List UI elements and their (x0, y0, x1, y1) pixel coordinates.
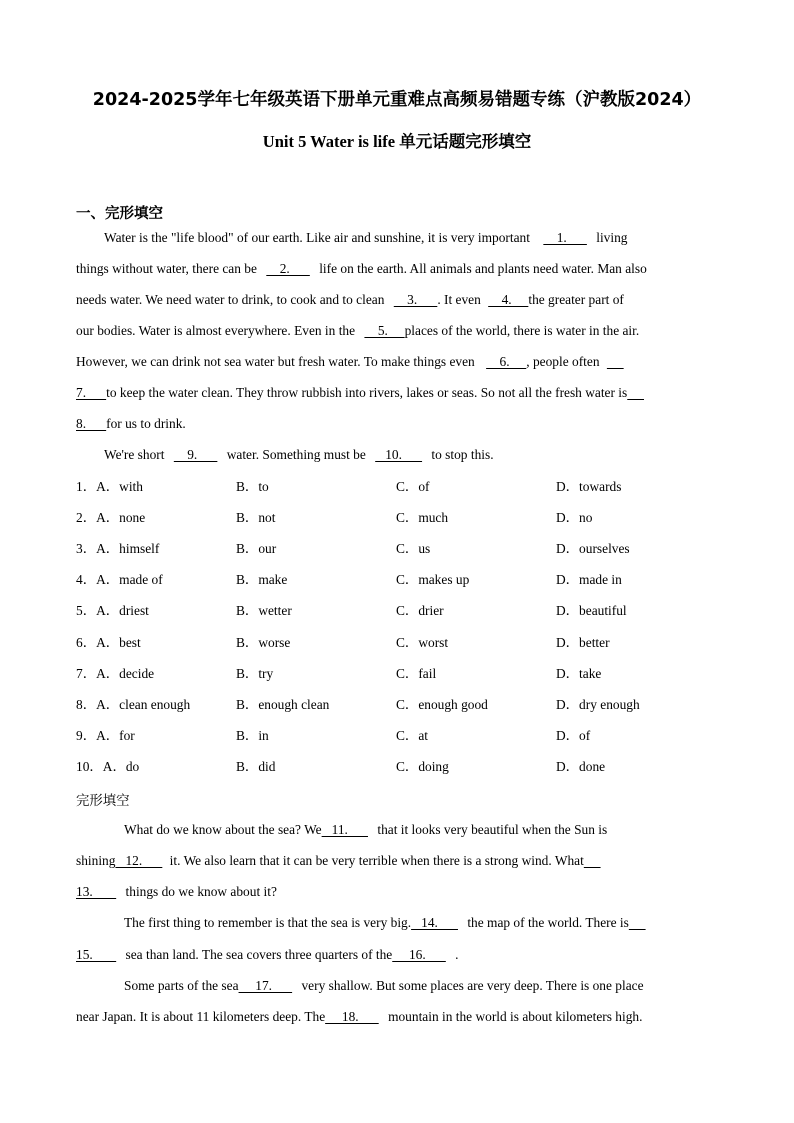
question-number: 10．A．do (76, 759, 140, 774)
section-heading: 完形填空 (76, 794, 130, 809)
option-a[interactable]: A．for (96, 728, 135, 743)
option-c[interactable]: C．doing (396, 759, 449, 774)
option-d[interactable]: D．no (556, 510, 593, 525)
blank-8[interactable]: 8. (76, 416, 107, 431)
option-c[interactable]: C．of (396, 479, 430, 494)
passage-text: . (455, 947, 459, 962)
option-a[interactable]: A．do (102, 759, 140, 774)
options-list (76, 478, 716, 778)
option-b[interactable]: B．in (236, 728, 269, 743)
option-c[interactable]: C．makes up (396, 572, 470, 587)
question-row (76, 540, 716, 558)
question-number: 9．A．for (76, 728, 135, 743)
blank-4[interactable]: 4. (488, 292, 529, 307)
passage-text: , people often (526, 354, 600, 369)
question-row (76, 696, 716, 714)
option-d[interactable]: D．take (556, 666, 602, 681)
option-d[interactable]: D．towards (556, 479, 622, 494)
passage-line (76, 883, 716, 901)
question-row (76, 509, 716, 527)
blank-13-start[interactable] (584, 852, 601, 870)
question-number: 6．A．best (76, 635, 141, 650)
passage-text: sea than land. The sea covers three quarters of the (125, 947, 393, 962)
option-c[interactable]: C．enough good (396, 697, 488, 712)
option-d[interactable]: D．made in (556, 572, 622, 587)
passage-line (124, 914, 719, 932)
blank-6[interactable]: 6. (486, 354, 527, 369)
option-a[interactable]: A．made of (96, 572, 163, 587)
question-number: 3．A．himself (76, 541, 160, 556)
passage-line (76, 852, 716, 870)
passage-text: living (596, 230, 628, 245)
blank-8-start[interactable] (627, 384, 644, 402)
blank-15-start[interactable] (629, 914, 646, 932)
passage-text: We're short (104, 447, 165, 462)
passage-line (76, 946, 716, 964)
passage-text: needs water. We need water to drink, to cook and to clean (76, 292, 385, 307)
blank-13[interactable]: 13. (76, 884, 117, 899)
section-heading: 一、完形填空 (76, 206, 163, 222)
option-a[interactable]: A．decide (96, 666, 155, 681)
option-c[interactable]: C．at (396, 728, 428, 743)
blank-14[interactable]: 14. (411, 915, 458, 930)
passage-line (76, 322, 716, 340)
passage-line (76, 384, 716, 402)
passage-text: things without water, there can be (76, 261, 257, 276)
blank-11[interactable]: 11. (321, 822, 368, 837)
passage-text: it. We also learn that it can be very terrible when there is a strong wind. What (169, 853, 584, 868)
document-title: 2024-2025学年七年级英语下册单元重难点高频易错题专练（沪教版2024） (92, 90, 702, 110)
passage-text: our bodies. Water is almost everywhere. Even in the (76, 323, 356, 338)
option-a[interactable]: A．none (96, 510, 146, 525)
option-d[interactable]: D．of (556, 728, 591, 743)
passage-text: to keep the water clean. They throw rubbish into rivers, lakes or seas. So not all the fresh water is (106, 385, 628, 400)
passage-text: to stop this. (431, 447, 494, 462)
option-b[interactable]: B．try (236, 666, 274, 681)
passage-text: The first thing to remember is that the sea is very big. (124, 915, 412, 930)
option-d[interactable]: D．ourselves (556, 541, 630, 556)
option-c[interactable]: C．worst (396, 635, 449, 650)
option-b[interactable]: B．enough clean (236, 697, 330, 712)
passage-text: the map of the world. There is (467, 915, 629, 930)
passage-line (104, 229, 682, 247)
passage-line (104, 446, 744, 464)
blank-5[interactable]: 5. (364, 323, 405, 338)
question-row (76, 634, 716, 652)
question-row (76, 571, 716, 589)
passage-text: mountain in the world is about kilometers high. (388, 1009, 643, 1024)
option-c[interactable]: C．us (396, 541, 431, 556)
passage-text: water. Something must be (226, 447, 366, 462)
option-b[interactable]: B．did (236, 759, 276, 774)
blank-17[interactable]: 17. (238, 978, 293, 993)
passage-line (76, 1008, 716, 1026)
passage-text: the greater part of (528, 292, 624, 307)
blank-1[interactable]: 1. (543, 230, 587, 245)
passage-line (76, 260, 716, 278)
passage-line (76, 353, 716, 371)
passage-text: for us to drink. (106, 416, 186, 431)
option-b[interactable]: B．our (236, 541, 277, 556)
passage-text: near Japan. It is about 11 kilometers deep. The (76, 1009, 326, 1024)
passage-line (124, 977, 719, 995)
option-c[interactable]: C．much (396, 510, 449, 525)
option-b[interactable]: B．not (236, 510, 276, 525)
question-row (76, 665, 716, 683)
question-number: 1．A．with (76, 479, 143, 494)
passage-text: life on the earth. All animals and plants need water. Man also (319, 261, 647, 276)
blank-16[interactable]: 16. (392, 947, 446, 962)
passage-text: Some parts of the sea (124, 978, 239, 993)
blank-7-start[interactable] (607, 353, 624, 371)
option-b[interactable]: B．to (236, 479, 269, 494)
passage-line (124, 821, 684, 839)
option-c[interactable]: C．fail (396, 666, 437, 681)
option-a[interactable]: A．with (96, 479, 143, 494)
blank-7[interactable]: 7. (76, 385, 107, 400)
option-b[interactable]: B．wetter (236, 603, 292, 618)
question-row (76, 758, 716, 776)
question-number: 4．A．made of (76, 572, 163, 587)
question-row (76, 727, 716, 745)
passage-text: very shallow. But some places are very deep. There is one place (301, 978, 644, 993)
passage-line (76, 291, 716, 309)
option-b[interactable]: B．worse (236, 635, 291, 650)
passage-text: However, we can drink not sea water but fresh water. To make things even (76, 354, 475, 369)
option-a[interactable]: A．driest (96, 603, 149, 618)
passage-text: Water is the "life blood" of our earth. Like air and sunshine, it is very important (104, 230, 530, 245)
question-number: 8．A．clean enough (76, 697, 191, 712)
blank-2[interactable]: 2. (266, 261, 310, 276)
blank-10[interactable]: 10. (375, 447, 423, 462)
question-row (76, 602, 716, 620)
option-d[interactable]: D．done (556, 759, 606, 774)
option-d[interactable]: D．better (556, 635, 610, 650)
option-a[interactable]: A．clean enough (96, 697, 191, 712)
blank-18[interactable]: 18. (325, 1009, 379, 1024)
question-number: 2．A．none (76, 510, 146, 525)
option-d[interactable]: D．dry enough (556, 697, 640, 712)
blank-9[interactable]: 9. (173, 447, 218, 462)
option-b[interactable]: B．make (236, 572, 288, 587)
blank-3[interactable]: 3. (393, 292, 438, 307)
document-subtitle: Unit 5 Water is life 单元话题完形填空 (262, 132, 532, 151)
passage-text: shining (76, 853, 116, 868)
option-a[interactable]: A．best (96, 635, 141, 650)
passage-text: What do we know about the sea? We (124, 822, 322, 837)
option-a[interactable]: A．himself (96, 541, 160, 556)
passage-line (76, 415, 716, 433)
passage-text: . It even (437, 292, 481, 307)
passage-text: places of the world, there is water in the air. (404, 323, 640, 338)
option-d[interactable]: D．beautiful (556, 603, 627, 618)
option-c[interactable]: C．drier (396, 603, 444, 618)
question-number: 5．A．driest (76, 603, 149, 618)
question-row (76, 478, 716, 496)
passage-text: things do we know about it? (125, 884, 277, 899)
blank-15[interactable]: 15. (76, 947, 117, 962)
passage-text: that it looks very beautiful when the Sun is (377, 822, 608, 837)
question-number: 7．A．decide (76, 666, 155, 681)
blank-12[interactable]: 12. (115, 853, 163, 868)
